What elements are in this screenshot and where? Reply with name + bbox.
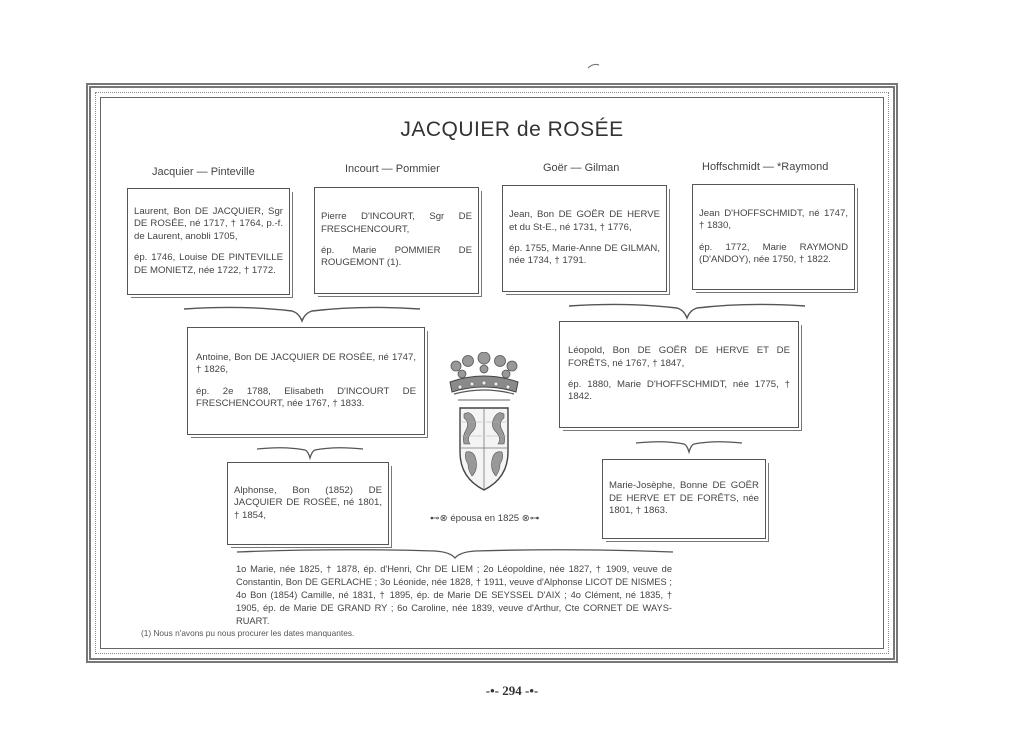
ornament-left-icon: ⊷⊗ xyxy=(430,513,451,524)
surname-pair-3: Goër — Gilman xyxy=(543,162,620,174)
child-box-alphonse xyxy=(227,462,389,545)
ancestor-marriage: ép. 1746, Louise DE PINTEVILLE DE MONIETZ, née 1722, † 1772. xyxy=(134,252,283,276)
parent-marriage: ép. 1880, Marie D'HOFFSCHMIDT, née 1775, † 1842. xyxy=(568,379,790,403)
ancestor-marriage: ép. Marie POMMIER DE ROUGEMONT (1). xyxy=(321,245,472,269)
brace-right-2 xyxy=(634,439,744,457)
brace-left-2 xyxy=(255,445,365,463)
parent-box-jacquier xyxy=(187,327,425,435)
marriage-note xyxy=(430,513,539,524)
child-box-marie-josephe xyxy=(602,459,766,539)
surname-pair-1: Jacquier — Pinteville xyxy=(152,166,255,178)
ancestor-line: Jean, Bon DE GOËR DE HERVE et du St-E., né 1731, † 1776, xyxy=(509,209,660,233)
ancestor-box-goer xyxy=(502,185,667,292)
child-line: Marie-Josèphe, Bonne DE GOËR DE HERVE ET DE FORÊTS, née 1801, † 1863. xyxy=(609,480,759,517)
children-list: 1o Marie, née 1825, † 1878, ép. d'Henri, Chr DE LIEM ; 2o Léopoldine, née 1827, † 1909, veuve de Constantin, Bon DE GERLACHE ; 3o Léonide, née 1828, † 1911, veuve d'Alphonse LICOT DE NISMES ; 4o Bon (1854) Camille, né 1831, † 1895, ép. de Marie DE SEYSSEL D'AIX ; 4o Clément, né 1835, † 1905, ép. de Marie DE GRAND RY ; 6o Caroline, née 1839, veuve d'Arthur, Cte CORNET DE WAYS-RUART. xyxy=(236,564,672,626)
coat-of-arms-icon xyxy=(446,352,522,494)
ancestor-line: Jean D'HOFFSCHMIDT, né 1747, † 1830, xyxy=(699,207,848,232)
page-number: -•- 294 -•- xyxy=(485,683,539,698)
parent-line: Léopold, Bon DE GOËR DE HERVE ET DE FORÊTS, né 1767, † 1847, xyxy=(568,345,790,369)
ancestor-box-jacquier xyxy=(127,188,290,295)
ancestor-box-hoffschmidt xyxy=(692,184,855,290)
ancestor-box-incourt xyxy=(314,187,479,294)
parent-box-goer xyxy=(559,321,799,428)
parent-marriage: ép. 2e 1788, Elisabeth D'INCOURT DE FRESCHENCOURT, née 1767, † 1833. xyxy=(196,385,416,409)
child-line: Alphonse, Bon (1852) DE JACQUIER DE ROSÉE, né 1801, † 1854, xyxy=(234,484,382,521)
surname-pair-4: Hoffschmidt — *Raymond xyxy=(702,161,829,173)
footnote: (1) Nous n'avons pu nous procurer les dates manquantes. xyxy=(141,628,355,638)
ancestor-line: Pierre D'INCOURT, Sgr DE FRESCHENCOURT, xyxy=(321,211,472,235)
brace-left-1 xyxy=(182,305,422,327)
brace-children xyxy=(235,538,675,560)
marriage-note-text: épousa en 1825 xyxy=(450,513,520,524)
page-title: JACQUIER de ROSÉE xyxy=(400,118,624,141)
ancestor-marriage: ép. 1755, Marie-Anne DE GILMAN, née 1734, † 1791. xyxy=(509,243,660,267)
stray-mark xyxy=(587,62,601,70)
parent-line: Antoine, Bon DE JACQUIER DE ROSÉE, né 1747, † 1826, xyxy=(196,351,416,376)
ornament-right-icon: ⊗⊶ xyxy=(519,513,540,524)
ancestor-marriage: ép. 1772, Marie RAYMOND (D'ANDOY), née 1750, † 1822. xyxy=(699,241,848,265)
ancestor-line: Laurent, Bon DE JACQUIER, Sgr DE ROSÉE, né 1717, † 1764, p.-f. de Laurent, anobli 1705, xyxy=(134,205,283,242)
surname-pair-2: Incourt — Pommier xyxy=(345,163,440,175)
